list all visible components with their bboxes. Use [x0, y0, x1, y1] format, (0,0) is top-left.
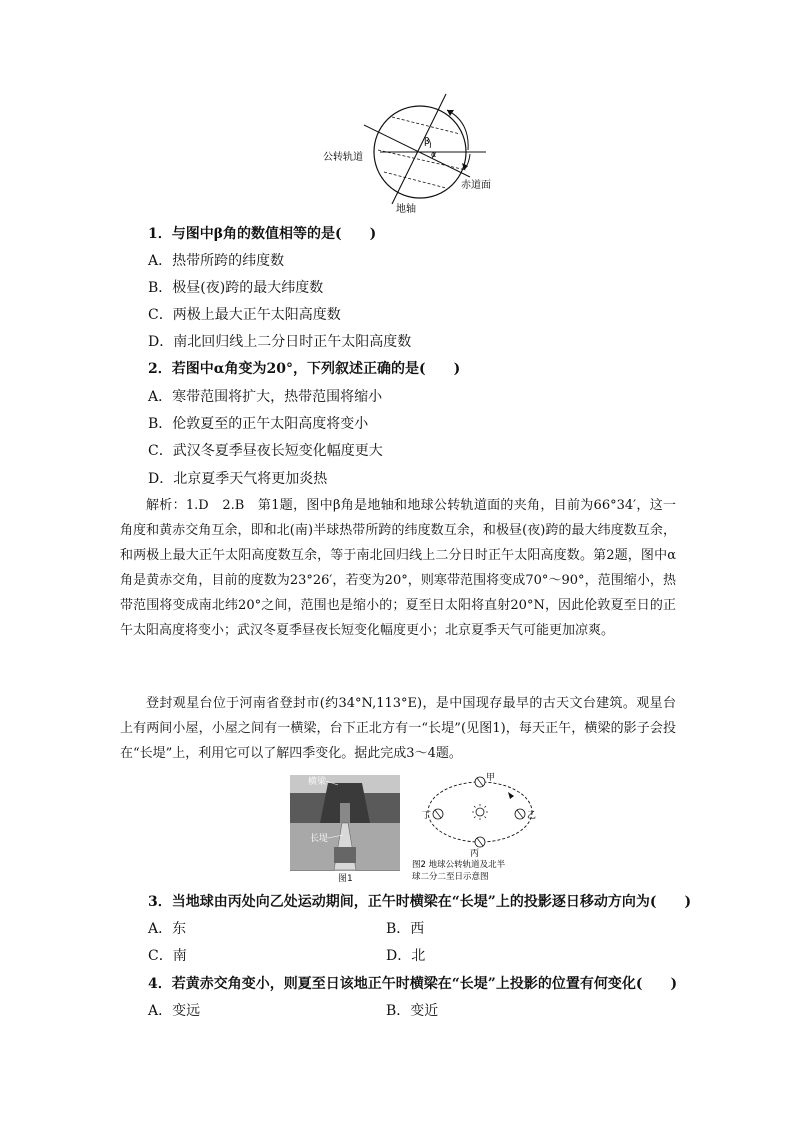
orbit-direction-arrow-icon	[508, 792, 514, 799]
label-ding: 丁	[422, 811, 432, 821]
q1-option-b[interactable]: B．极昼(夜)跨的最大纬度数	[148, 280, 324, 296]
q1-stem: 1．与图中β角的数值相等的是( )	[148, 226, 377, 242]
equator-label: 赤道面	[461, 180, 491, 191]
earth-axis-diagram	[320, 92, 495, 218]
label-jia: 甲	[486, 773, 496, 783]
latitude-dashed-line	[384, 172, 446, 188]
orbit-label: 公转轨道	[323, 152, 363, 163]
beta-label: β	[424, 137, 430, 147]
axis-label: 地轴	[396, 204, 416, 215]
q2-option-d[interactable]: D．北京夏季天气将更加炎热	[148, 471, 328, 487]
q2-stem: 2．若图中α角变为20°，下列叙述正确的是( )	[148, 361, 461, 377]
q4-stem: 4．若黄赤交角变小，则夏至日该地正午时横梁在“长堤”上投影的位置有何变化( )	[148, 976, 678, 992]
analysis-paragraph: 解析：1.D 2.B 第1题，图中β角是地轴和地球公转轨道面的夹角，目前为66°34′，这一角度和黄赤交角互余，即和北(南)半球热带所跨的纬度数互余，和极昼(夜)跨的最大纬度数互余，和两极上最大正午太阳高度数互余，等于南北回归线上二分日时正午太阳高度数。第2题，图中α角是黄赤交角，目前的度数为23°26′，若变为20°，则寒带范围将变成70°～90°，范围缩小，热带范围将变成南北纬20°之间，范围也是缩小的；夏至日太阳将直射20°N，因此伦敦夏至日的正午太阳高度将变小；武汉冬夏季昼夜长短变化幅度更小；北京夏季天气可能更加凉爽。	[120, 498, 676, 638]
label-yi: 乙	[527, 811, 537, 821]
q3-option-d[interactable]: D．北	[386, 948, 426, 964]
latitude-dashed-line	[392, 117, 460, 134]
figure-2-orbit-diagram	[410, 772, 550, 884]
q4-option-b[interactable]: B．变近	[386, 1003, 439, 1019]
q2-option-b[interactable]: B．伦敦夏至的正午太阳高度将变小	[148, 416, 369, 432]
q1-option-c[interactable]: C．两极上最大正午太阳高度数	[148, 307, 341, 323]
beam-label: 横梁	[308, 777, 327, 787]
q3-option-b[interactable]: B．西	[386, 921, 425, 937]
figure-2-caption-line2: 球二分二至日示意图	[412, 872, 489, 882]
q2-option-a[interactable]: A．寒带范围将扩大，热带范围将缩小	[148, 389, 383, 405]
observatory-door	[340, 803, 350, 823]
figure-1-photo	[290, 775, 400, 883]
figure-1-caption: 图1	[338, 874, 353, 883]
q1-option-a[interactable]: A．热带所跨的纬度数	[148, 253, 285, 269]
q3-stem: 3．当地球由丙处向乙处运动期间，正午时横梁在“长堤”上的投影逐日移动方向为( )	[148, 894, 692, 910]
label-bing: 丙	[470, 849, 480, 859]
dike-block	[334, 847, 356, 863]
figure-2-caption-line1: 图2 地球公转轨道及北半	[412, 860, 506, 870]
q4-option-a[interactable]: A．变远	[148, 1003, 201, 1019]
q3-option-a[interactable]: A．东	[148, 921, 187, 937]
q1-option-d[interactable]: D．南北回归线上二分日时正午太阳高度数	[148, 334, 412, 350]
orbit-plane-line	[364, 125, 470, 177]
sun-rays	[472, 804, 488, 820]
alpha-label: α	[431, 150, 437, 159]
sun-icon	[476, 808, 484, 816]
q3-option-c[interactable]: C．南	[148, 948, 187, 964]
dike-label: 长堤	[310, 834, 329, 844]
q2-option-c[interactable]: C．武汉冬夏季昼夜长短变化幅度更大	[148, 443, 383, 459]
intro-paragraph: 登封观星台位于河南省登封市(约34°N,113°E)，是中国现存最早的古天文台建筑。观星台上有两间小屋，小屋之间有一横梁，台下正北方有一“长堤”(见图1)，每天正午，横梁的影子会投在“长堤”上，利用它可以了解四季变化。据此完成3～4题。	[120, 696, 676, 761]
